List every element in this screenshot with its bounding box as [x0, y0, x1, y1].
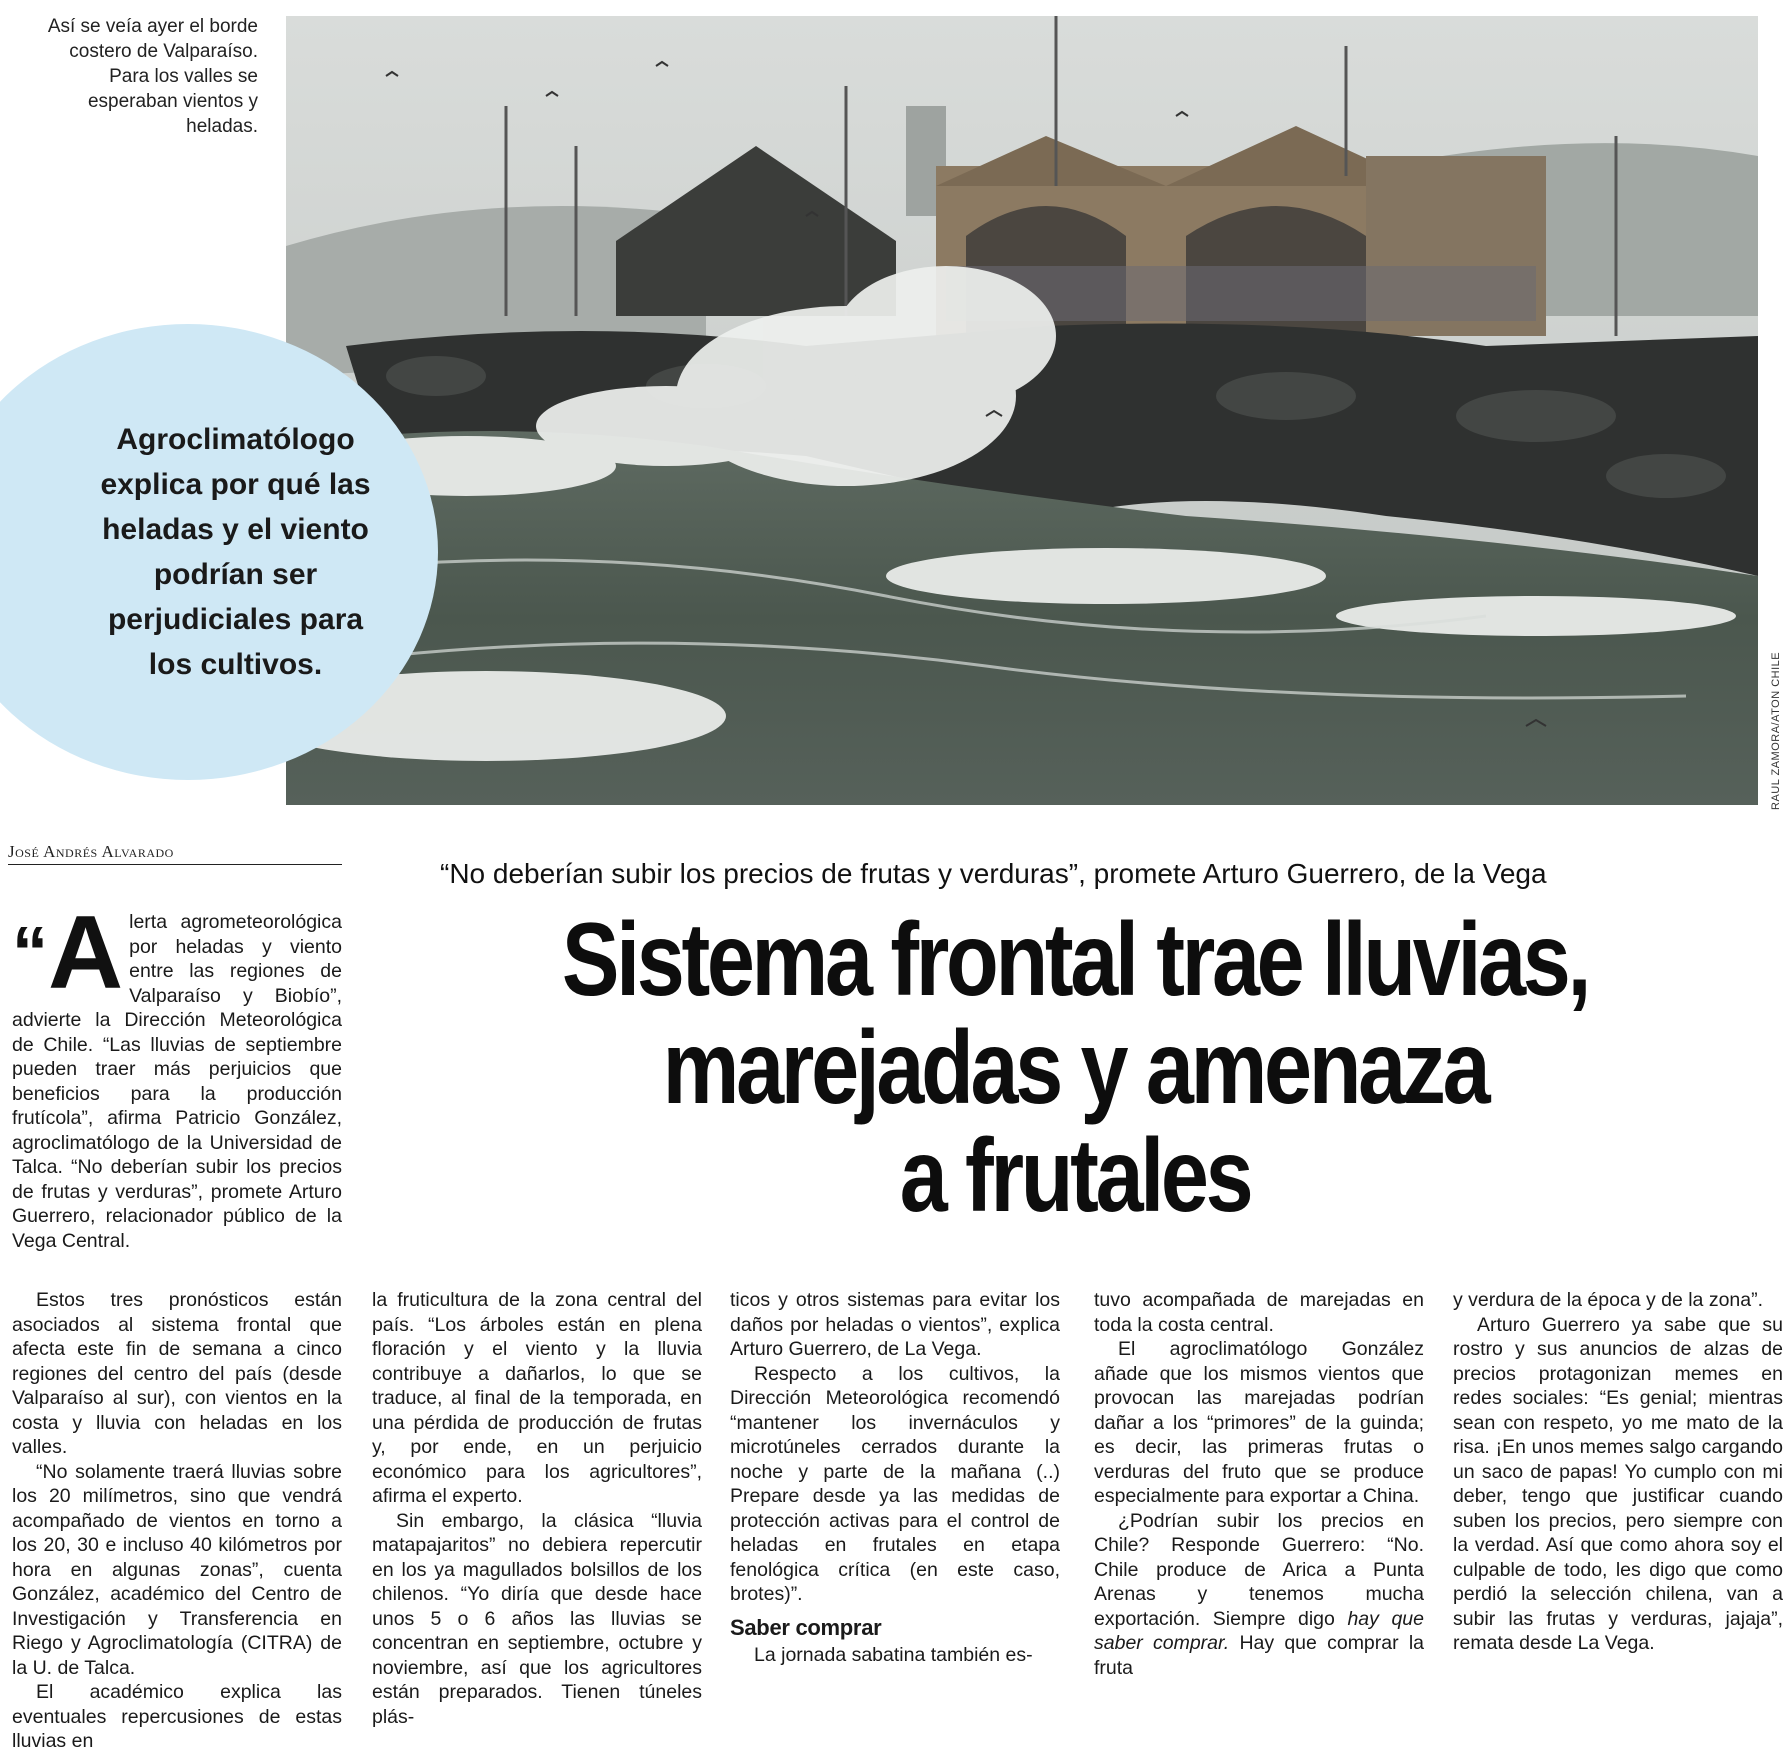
- article-lead-paragraph: [12, 895, 342, 1253]
- article-paragraph: La jornada sabatina también es-: [754, 1643, 1033, 1666]
- photo-illustration: [286, 16, 1758, 805]
- article-paragraph: Sin embargo, la clásica “lluvia matapajaritos” no debiera repercutir en los ya magullados bolsillos de los chilenos. “Yo diría que desde hace unos 5 o 6 años las lluvias se concentran en septiembre, octubre y noviembre, así que los agricultores están preparados. Tienen túneles plás-: [372, 1509, 702, 1728]
- headline-line-1: Sistema frontal trae lluvias,: [561, 902, 1589, 1018]
- article-column-4: [1094, 1288, 1424, 1680]
- article-paragraph: la fruticultura de la zona central del país. “Los árboles están en plena floración y el viento y la lluvia contribuye a dañarlos, lo que se traduce, al final de la temporada, en una pérdida de producción de frutas y, por ende, en un perjuicio económico para los agricultores”, afirma el experto.: [372, 1289, 702, 1507]
- article-paragraph: El agroclimatólogo González añade que los mismos vientos que provocan las marejadas podrían dañar a los “primores” de la guinda; es decir, las primeras frutas o verduras del fruto que se produce especialmente para exportar a China.: [1094, 1338, 1424, 1507]
- article-subhead: Saber comprar: [730, 1614, 882, 1640]
- paragraph-text: Hay que comprar la fruta: [1094, 1632, 1425, 1679]
- paragraph-text: ¿Podrían subir los precios en Chile? Responde Guerrero: “No. Chile produce de Arica a Punta Arenas y tenemos mucha exportación. Siempre digo: [1094, 1509, 1424, 1630]
- article-paragraph: “No solamente traerá lluvias sobre los 20 milímetros, sino que vendrá acompañado de vientos en torno a los 20, 30 e incluso 40 kilómetros por hora en algunas zonas”, cuenta González, académico del Centro de Investigación y Transferencia en Riego y Agroclimatología (CITRA) de la U. de Talca.: [12, 1460, 342, 1679]
- drop-cap-letter: A: [48, 895, 124, 1011]
- article-column-3: [730, 1288, 1060, 1667]
- article-paragraph: ticos y otros sistemas para evitar los daños por heladas o vientos”, explica Arturo Guerrero, de La Vega.: [730, 1289, 1060, 1360]
- headline: [498, 902, 1652, 1234]
- callout-text: Agroclimatólogo explica por qué las heladas y el viento podrían ser perjudiciales para los cultivos.: [100, 423, 371, 681]
- article-paragraph: Arturo Guerrero ya sabe que su rostro y sus anuncios de alzas de precios protagonizan memes en redes sociales: “Es genial; mientras sean con respeto, yo me mato de la risa. ¡En unos memes salgo cargando un saco de papas! Yo cumplo con mi deber, tengo que justificar cuando suben los precios, pero siempre con la verdad. Así que como ahora soy el culpable de todo, les digo que como perdió la selección chilena, van a subir las frutas y verduras, jajaja”, remata desde La Vega.: [1453, 1313, 1783, 1654]
- drop-cap: [12, 895, 124, 1011]
- headline-line-2: marejadas y amenaza: [662, 1010, 1488, 1126]
- article-column-5: [1453, 1288, 1783, 1656]
- photo-caption: Así se veía ayer el borde costero de Valparaíso. Para los valles se esperaban vientos y heladas.: [47, 16, 258, 137]
- article-column-1: [12, 895, 342, 1253]
- article-paragraph: y verdura de la época y de la zona”.: [1453, 1289, 1764, 1311]
- photo-coastal-waves: [286, 16, 1758, 805]
- article-column-1-lower: [12, 1288, 342, 1754]
- emphasis-text: hay que saber comprar.: [1094, 1607, 1424, 1654]
- article-paragraph: tuvo acompañada de marejadas en toda la costa central.: [1094, 1289, 1424, 1336]
- drop-cap-quote: “: [12, 913, 42, 993]
- article-paragraph: Respecto a los cultivos, la Dirección Meteorológica recomendó “mantener los invernáculos y microtúneles cerrados durante la noche y parte de la mañana (..) Prepare desde ya las medidas de protección activas para el control de heladas en frutales en etapa fenológica crítica (en este caso, brotes)”.: [730, 1362, 1060, 1605]
- article-paragraph: El académico explica las eventuales repercusiones de estas lluvias en: [12, 1681, 342, 1752]
- lead-text: lerta agrometeorológica por heladas y viento entre las regiones de Valparaíso y Biobío”, advierte la Dirección Meteorológica de Chile. “Las lluvias de septiembre pueden traer más perjuicios que beneficios para la producción frutícola”, afirma Patricio González, agroclimatólogo de la Universidad de Talca. “No deberían subir los precios de frutas y verduras”, promete Arturo Guerrero, relacionador público de la Vega Central.: [12, 911, 342, 1252]
- article-paragraph: [1094, 1509, 1424, 1681]
- article-paragraph: Estos tres pronósticos están asociados al sistema frontal que afecta este fin de semana a cinco regiones del centro del país (desde Valparaíso al sur), con vientos en la costa y lluvia con heladas en los valles.: [12, 1289, 342, 1458]
- headline-line-3: a frutales: [899, 1118, 1251, 1234]
- kicker: “No deberían subir los precios de frutas y verduras”, promete Arturo Guerrero, de la Vega: [440, 858, 1547, 889]
- byline: José Andrés Alvarado: [8, 842, 342, 865]
- article-column-2: [372, 1288, 702, 1729]
- photo-credit: RAUL ZAMORA/ATON CHILE: [1770, 651, 1782, 810]
